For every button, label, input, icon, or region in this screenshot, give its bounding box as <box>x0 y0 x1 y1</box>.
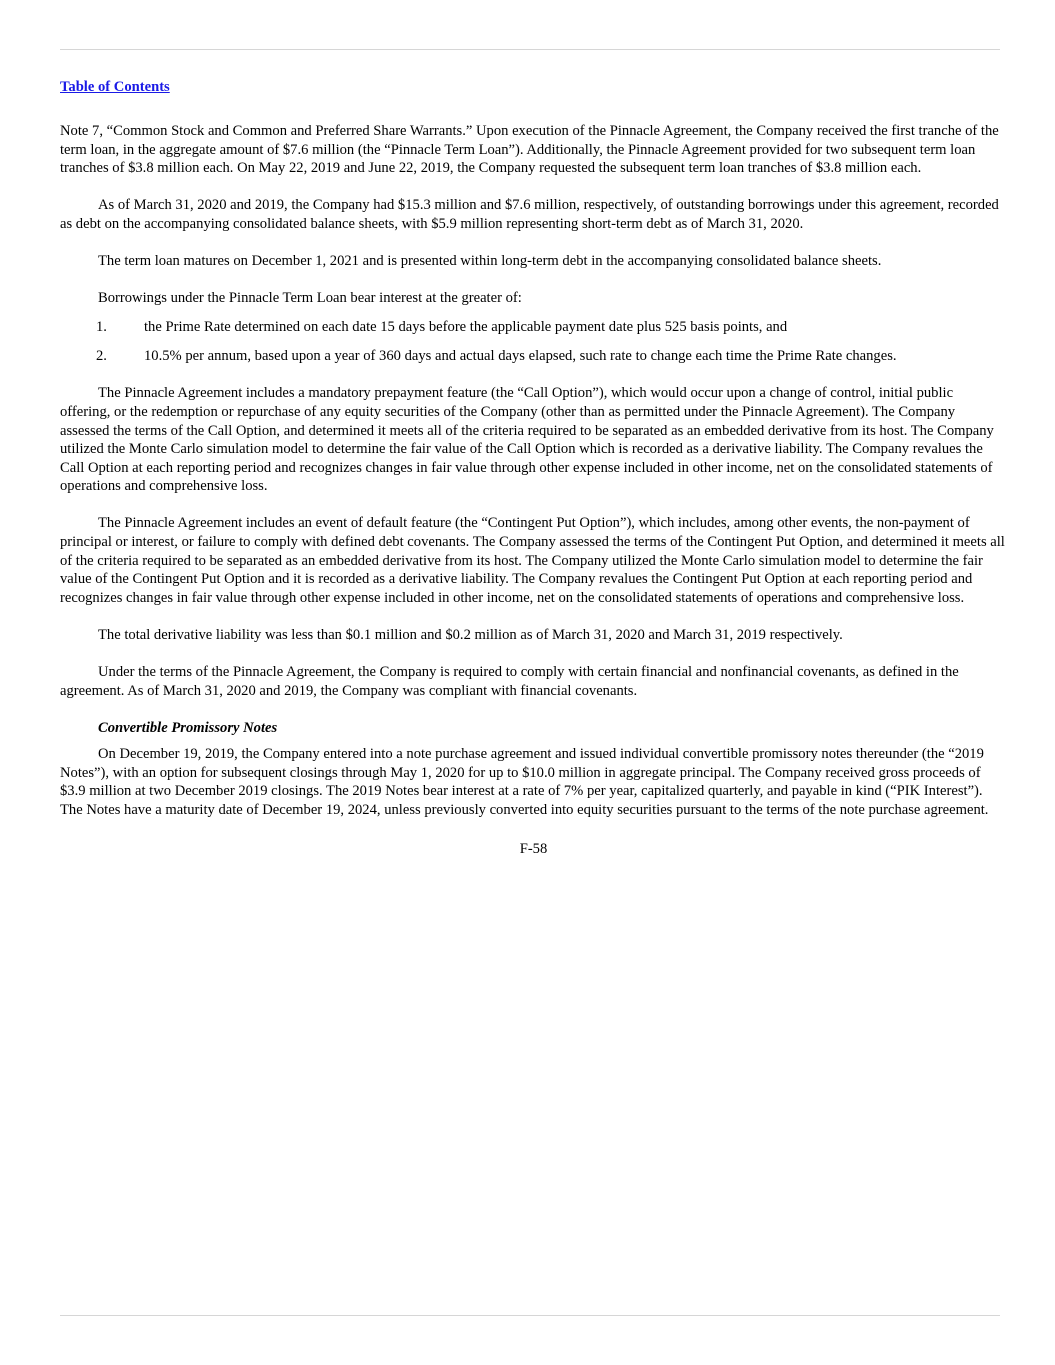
bottom-divider <box>60 1315 1000 1316</box>
top-divider <box>60 49 1000 50</box>
paragraph-pinnacle-tranches: Note 7, “Common Stock and Common and Preferred Share Warrants.” Upon execution of the Pinnacle Agreement, the Company received the first tranche of the term loan, in the aggregate amount of $7.6 million (the “Pinnacle Term Loan”). Additionally, the Pinnacle Agreement provided for two subsequent term loan tranches of $3.8 million each. On May 22, 2019 and June 22, 2019, the Company requested the subsequent term loan tranches of $3.8 million each. <box>60 123 999 177</box>
document-body <box>60 122 1007 858</box>
section-heading-convertible-notes: Convertible Promissory Notes <box>98 719 278 736</box>
paragraph-contingent-put-option: The Pinnacle Agreement includes an event of default feature (the “Contingent Put Option”), which includes, among other events, the non-payment of principal or interest, or failure to comply with defined debt covenants. The Company assessed the terms of the Contingent Put Option, and determined it meets all of the criteria required to be separated as an embedded derivative from its host. The Company utilized the Monte Carlo simulation model to determine the fair value of the Contingent Put Option and it is recorded as a derivative liability. The Company revalues the Contingent Put Option at each reporting period and recognizes changes in fair value through other expense included in other income, net on the consolidated statements of operations and comprehensive loss. <box>60 515 1005 606</box>
table-of-contents-link[interactable]: Table of Contents <box>60 79 170 95</box>
paragraph-derivative-liability: The total derivative liability was less than $0.1 million and $0.2 million as of March 31, 2020 and March 31, 2019 respectively. <box>98 626 843 643</box>
page-number: F-58 <box>519 840 548 857</box>
paragraph-loan-maturity: The term loan matures on December 1, 2021 and is presented within long-term debt in the accompanying consolidated balance sheets. <box>98 252 882 269</box>
paragraph-convertible-notes: On December 19, 2019, the Company entered into a note purchase agreement and issued individual convertible promissory notes thereunder (the “2019 Notes”), with an option for subsequent closings through May 1, 2020 for up to $10.0 million in aggregate principal. The Company received gross proceeds of $3.9 million at two December 2019 closings. The 2019 Notes bear interest at a rate of 7% per year, capitalized quarterly, and payable in kind (“PIK Interest”). The Notes have a maturity date of December 19, 2024, unless previously converted into equity securities pursuant to the terms of the note purchase agreement. <box>60 746 989 819</box>
list-item-text: 10.5% per annum, based upon a year of 360 days and actual days elapsed, such rate to change each time the Prime Rate changes. <box>144 348 897 365</box>
paragraph-covenants: Under the terms of the Pinnacle Agreement, the Company is required to comply with certain financial and nonfinancial covenants, as defined in the agreement. As of March 31, 2020 and 2019, the Company was compliant with financial covenants. <box>60 663 959 699</box>
list-item-number: 1. <box>96 319 107 336</box>
list-item-number: 2. <box>96 348 107 365</box>
paragraph-call-option: The Pinnacle Agreement includes a mandatory prepayment feature (the “Call Option”), which would occur upon a change of control, initial public offering, or the redemption or repurchase of any equity securities of the Company (other than as permitted under the Pinnacle Agreement). The Company assessed the terms of the Call Option, and determined it meets all of the criteria required to be separated as an embedded derivative from its host. The Company utilized the Monte Carlo simulation model to determine the fair value of the Call Option which is recorded as a derivative liability. The Company revalues the Call Option at each reporting period and recognizes changes in fair value through other expense included in other income, net on the consolidated statements of operations and comprehensive loss. <box>60 385 994 495</box>
list-item <box>60 318 1007 337</box>
paragraph-outstanding-borrowings: As of March 31, 2020 and 2019, the Company had $15.3 million and $7.6 million, respectively, of outstanding borrowings under this agreement, recorded as debt on the accompanying consolidated balance sheets, with $5.9 million representing short-term debt as of March 31, 2020. <box>60 197 999 232</box>
list-item <box>60 347 1007 366</box>
paragraph-interest-intro: Borrowings under the Pinnacle Term Loan bear interest at the greater of: <box>98 290 522 307</box>
interest-rate-list <box>60 318 1007 366</box>
list-item-text: the Prime Rate determined on each date 15 days before the applicable payment date plus 525 basis points, and <box>144 319 788 336</box>
